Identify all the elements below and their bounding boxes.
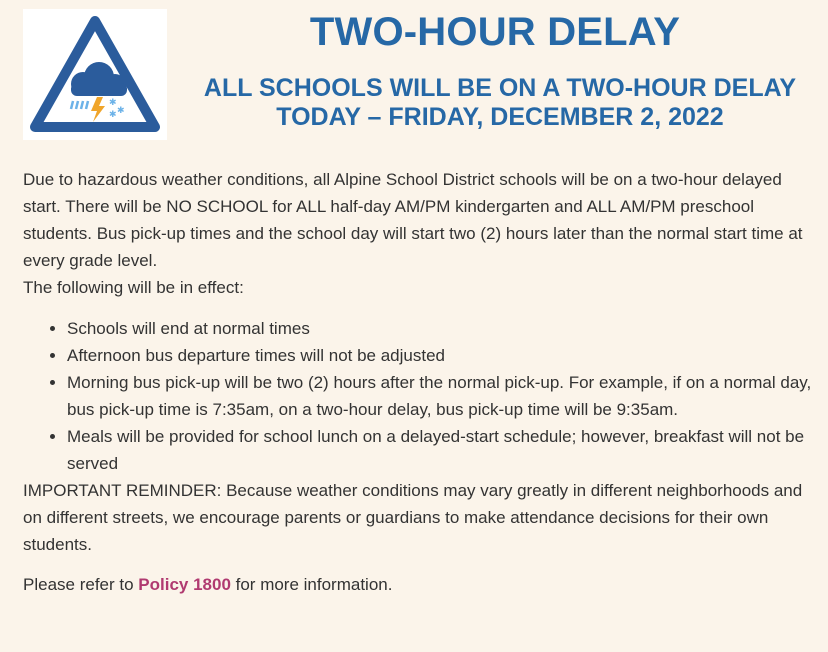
weather-logo xyxy=(23,9,167,140)
svg-text:✱: ✱ xyxy=(117,106,125,116)
subtitle-line-2: TODAY – FRIDAY, DECEMBER 2, 2022 xyxy=(276,103,724,131)
intro-paragraph: Due to hazardous weather conditions, all Alpine School District schools will be on a two-hour delayed start. There will be NO SCHOOL for ALL half-day AM/PM kindergarten and ALL AM/PM preschool students. Bus pick-up times and the school day will start two (2) hours later than the normal start time at every grade level. xyxy=(23,170,803,270)
weather-warning-icon xyxy=(23,9,167,140)
refer-suffix: for more information. xyxy=(230,575,393,594)
list-item: • Morning bus pick-up will be two (2) hours after the normal pick-up. For example, if on a normal day, bus pick-up time is 7:35am, on a two-hour delay, bus pick-up time will be 9:35am. xyxy=(67,369,819,423)
svg-text:✱: ✱ xyxy=(109,98,117,108)
policy-1800-link[interactable]: Policy 1800 xyxy=(138,575,231,594)
following-text: The following will be in effect: xyxy=(23,278,244,297)
page-subtitle xyxy=(175,74,825,132)
policy-reference xyxy=(23,571,819,598)
snowflake-icon xyxy=(109,98,125,120)
announcement-body xyxy=(23,166,819,598)
effects-list xyxy=(23,315,819,477)
list-item: • Schools will end at normal times xyxy=(67,315,819,342)
list-item: • Afternoon bus departure times will not be adjusted xyxy=(67,342,819,369)
refer-prefix: Please refer to xyxy=(23,575,139,594)
subtitle-line-1: ALL SCHOOLS WILL BE ON A TWO-HOUR DELAY xyxy=(203,74,797,102)
rain-icon xyxy=(71,101,88,109)
lightning-icon xyxy=(91,97,105,122)
svg-text:✱: ✱ xyxy=(109,110,117,120)
list-item: • Meals will be provided for school lunch on a delayed-start schedule; however, breakfast will not be served xyxy=(67,423,819,477)
important-reminder: IMPORTANT REMINDER: Because weather conditions may vary greatly in different neighborhoods and on different streets, we encourage parents or guardians to make attendance decisions for their own students. xyxy=(23,481,803,554)
page-title: TWO-HOUR DELAY xyxy=(309,10,681,54)
